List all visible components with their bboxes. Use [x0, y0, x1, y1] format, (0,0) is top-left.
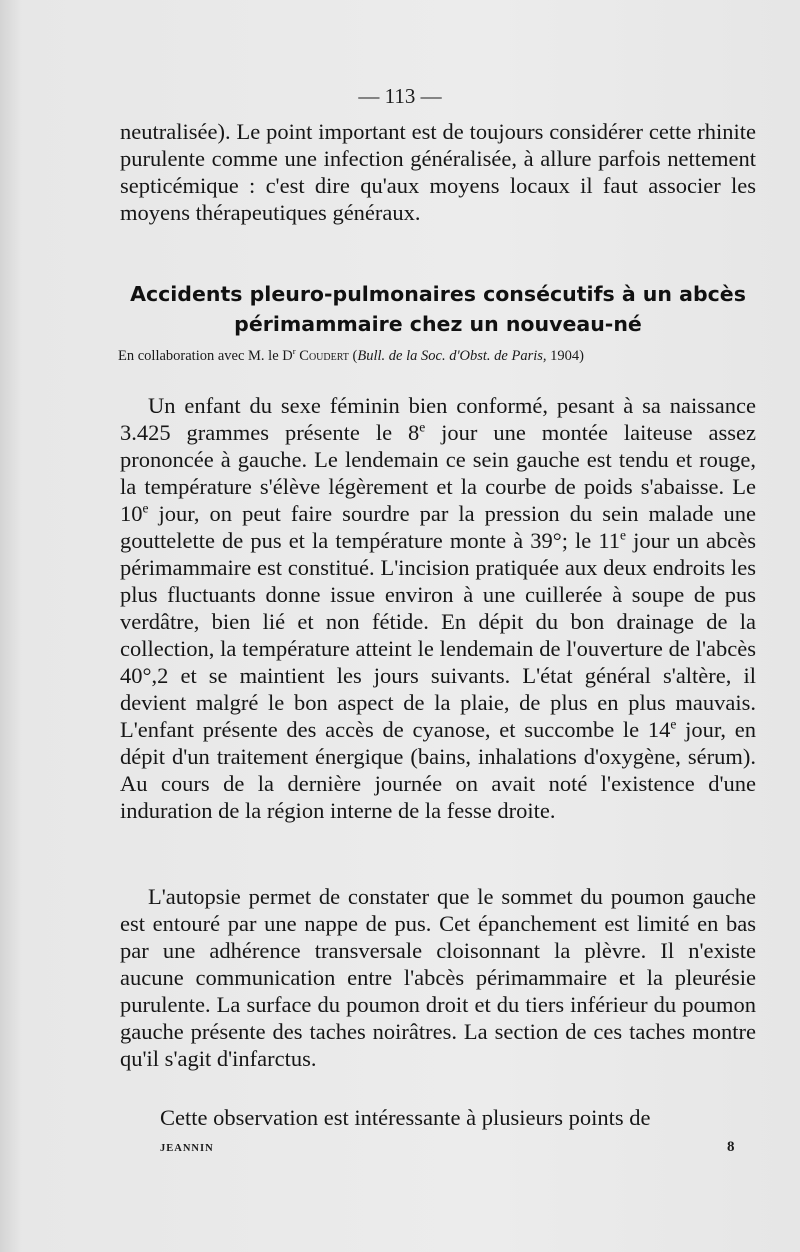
observation-text: jour un abcès périmammaire est constitué. L'incision pratiquée aux deux endroits les plus fluctuants donne issue environ à une cuillerée à soupe de pus verdâtre, bien lié et non fétide. En dépit du bon drainage de la collection, la température atteint le lendemain de l'ouverture de l'abcès 40°,2 et se maintient les jours suivants. L'état général s'altère, il devient malgré le bon aspect de la plaie, de plus en plus mauvais. L'enfant présente des accès de cyanose, et succombe le 14 [120, 528, 756, 742]
paragraph-continued: neutralisée). Le point important est de toujours considérer cette rhinite purulente comme une infection généralisée, à allure parfois nettement septicémique : c'est dire qu'aux moyens locaux il faut associer les moyens thérapeutiques généraux. [120, 119, 756, 225]
signature-mark: 8 [727, 1139, 735, 1155]
ordinal-superscript: e [620, 527, 627, 543]
ordinal-superscript: e [670, 716, 677, 732]
observation-paragraph [120, 392, 756, 824]
ordinal-superscript: e [142, 500, 149, 516]
observation-text: jour une montée laiteuse assez prononcée à gauche. Le lendemain ce sein gauche est tendu et rouge, la température s'élève légèrement et la courbe de poids s'abaisse. Le 10 [120, 420, 756, 526]
doctor-title-superscript: r [292, 346, 296, 357]
observation-text: jour, en dépit d'un traitement énergique (bains, inhalations d'oxygène, sérum). Au cours de la dernière journée on avait noté l'existence d'une induration de la région interne de la fesse droite. [120, 717, 756, 823]
journal-name: Bull. de la Soc. d'Obst. de Paris, [357, 348, 547, 364]
collaboration-note [118, 346, 768, 366]
collaboration-prefix: En collaboration avec M. le D [118, 348, 293, 364]
ordinal-superscript: e [419, 419, 426, 435]
conclusion-paragraph: Cette observation est intéressante à plusieurs points de [160, 1105, 651, 1130]
coauthor-name: Coudert [299, 348, 349, 364]
page-number: — 113 — [358, 84, 442, 108]
open-parenthesis: ( [352, 348, 358, 364]
publication-year: 1904) [550, 348, 585, 364]
footer-author: JEANNIN [160, 1143, 214, 1154]
autopsy-paragraph: L'autopsie permet de constater que le sommet du poumon gauche est entouré par une nappe de pus. Cet épanchement est limité en bas par une adhérence transversale cloisonnant la plèvre. Il n'existe aucune communication entre l'abcès périmammaire et la pleurésie purulente. La surface du poumon droit et du tiers inférieur du poumon gauche présente des taches noirâtres. La section de ces taches montre qu'il s'agit d'infarctus. [120, 884, 756, 1071]
observation-text: Un enfant du sexe féminin bien conformé, pesant à sa naissance 3.425 grammes présente le 8 [120, 393, 756, 445]
section-title: Accidents pleuro-pulmonaires consécutifs à un abcès périmammaire chez un nouveau-né [130, 282, 746, 336]
observation-text: jour, on peut faire sourdre par la pression du sein malade une gouttelette de pus et la température monte à 39°; le 11 [120, 501, 756, 553]
